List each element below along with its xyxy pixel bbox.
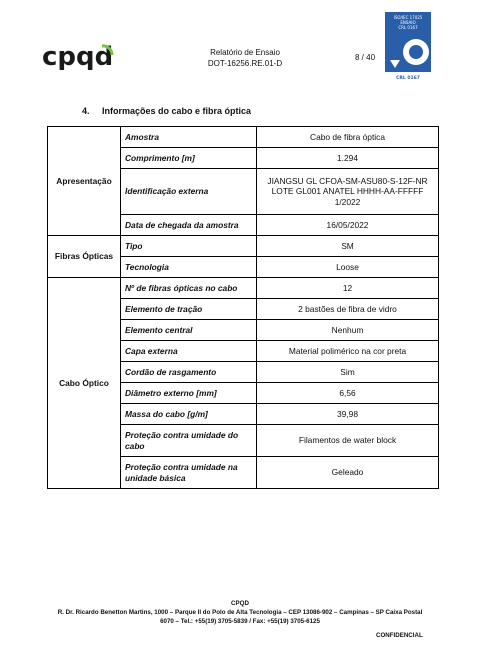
table-row (48, 236, 439, 257)
seal-line-2: ENSAIO (400, 20, 416, 25)
row-label: Elemento de tração (121, 299, 257, 320)
logo-text: cpqd (42, 42, 114, 70)
footer-org: CPQD (231, 600, 249, 607)
row-value: Cabo de fibra óptica (257, 127, 439, 148)
row-value: SM (257, 236, 439, 257)
row-label: Capa externa (121, 341, 257, 362)
row-value: 6,56 (257, 383, 439, 404)
table-row (48, 278, 439, 299)
row-value: 1.294 (257, 148, 439, 169)
report-label: Relatório de Ensaio (210, 48, 280, 57)
footer-address-line2: 6070 – Tel.: +55(19) 3705-5839 / Fax: +55(19) 3705-6125 (160, 618, 320, 625)
row-label: Amostra (121, 127, 257, 148)
cpqd-logo (42, 42, 114, 70)
section-title (82, 106, 251, 116)
row-value: Material polimérico na cor preta (257, 341, 439, 362)
report-header (180, 47, 310, 69)
row-value: Sim (257, 362, 439, 383)
row-label: Massa do cabo [g/m] (121, 404, 257, 425)
table-row (48, 127, 439, 148)
row-value: JIANGSU GL CFOA-SM-ASU80-S-12F-NR LOTE GL001 ANATEL HHHH-AA-FFFFF 1/2022 (257, 169, 439, 215)
section-number: 4. (82, 106, 90, 116)
row-value: Geleado (257, 457, 439, 489)
seal-line-3: CRL 0167 (398, 25, 418, 30)
page-number: 8 / 40 (355, 53, 376, 62)
row-label: Data de chegada da amostra (121, 215, 257, 236)
row-label: Comprimento [m] (121, 148, 257, 169)
row-label: Proteção contra umidade na unidade básica (121, 457, 257, 489)
row-label: Nº de fibras ópticas no cabo (121, 278, 257, 299)
group-fibras-opticas: Fibras Ópticas (48, 236, 121, 278)
row-value: 2 bastões de fibra de vidro (257, 299, 439, 320)
row-label: Elemento central (121, 320, 257, 341)
row-label: Proteção contra umidade do cabo (121, 425, 257, 457)
row-value: Loose (257, 257, 439, 278)
report-id: DOT-16256.RE.01-D (207, 59, 283, 68)
cable-info-table (47, 126, 439, 489)
row-label: Identificação externa (121, 169, 257, 215)
row-value: 12 (257, 278, 439, 299)
page-footer (0, 599, 480, 626)
group-cabo-optico: Cabo Óptico (48, 278, 121, 489)
row-value: 16/05/2022 (257, 215, 439, 236)
row-value: Filamentos de water block (257, 425, 439, 457)
group-apresentacao: Apresentação (48, 127, 121, 236)
section-title-text: Informações do cabo e fibra óptica (102, 106, 252, 116)
row-label: Cordão de rasgamento (121, 362, 257, 383)
row-value: Nenhum (257, 320, 439, 341)
row-label: Tipo (121, 236, 257, 257)
footer-address-line1: R. Dr. Ricardo Benetton Martins, 1000 – Parque II do Polo de Alta Tecnologia – CEP 13086-902 – Campinas – SP Caixa Postal (57, 609, 423, 616)
seal-bottom-text: CRL 0167 (396, 76, 420, 81)
row-label: Diâmetro externo [mm] (121, 383, 257, 404)
accreditation-seal (385, 12, 431, 82)
row-value: 39,98 (257, 404, 439, 425)
seal-line-1: ISO/IEC 17025 (393, 15, 423, 20)
confidential-label: CONFIDENCIAL (376, 632, 423, 639)
row-label: Tecnologia (121, 257, 257, 278)
